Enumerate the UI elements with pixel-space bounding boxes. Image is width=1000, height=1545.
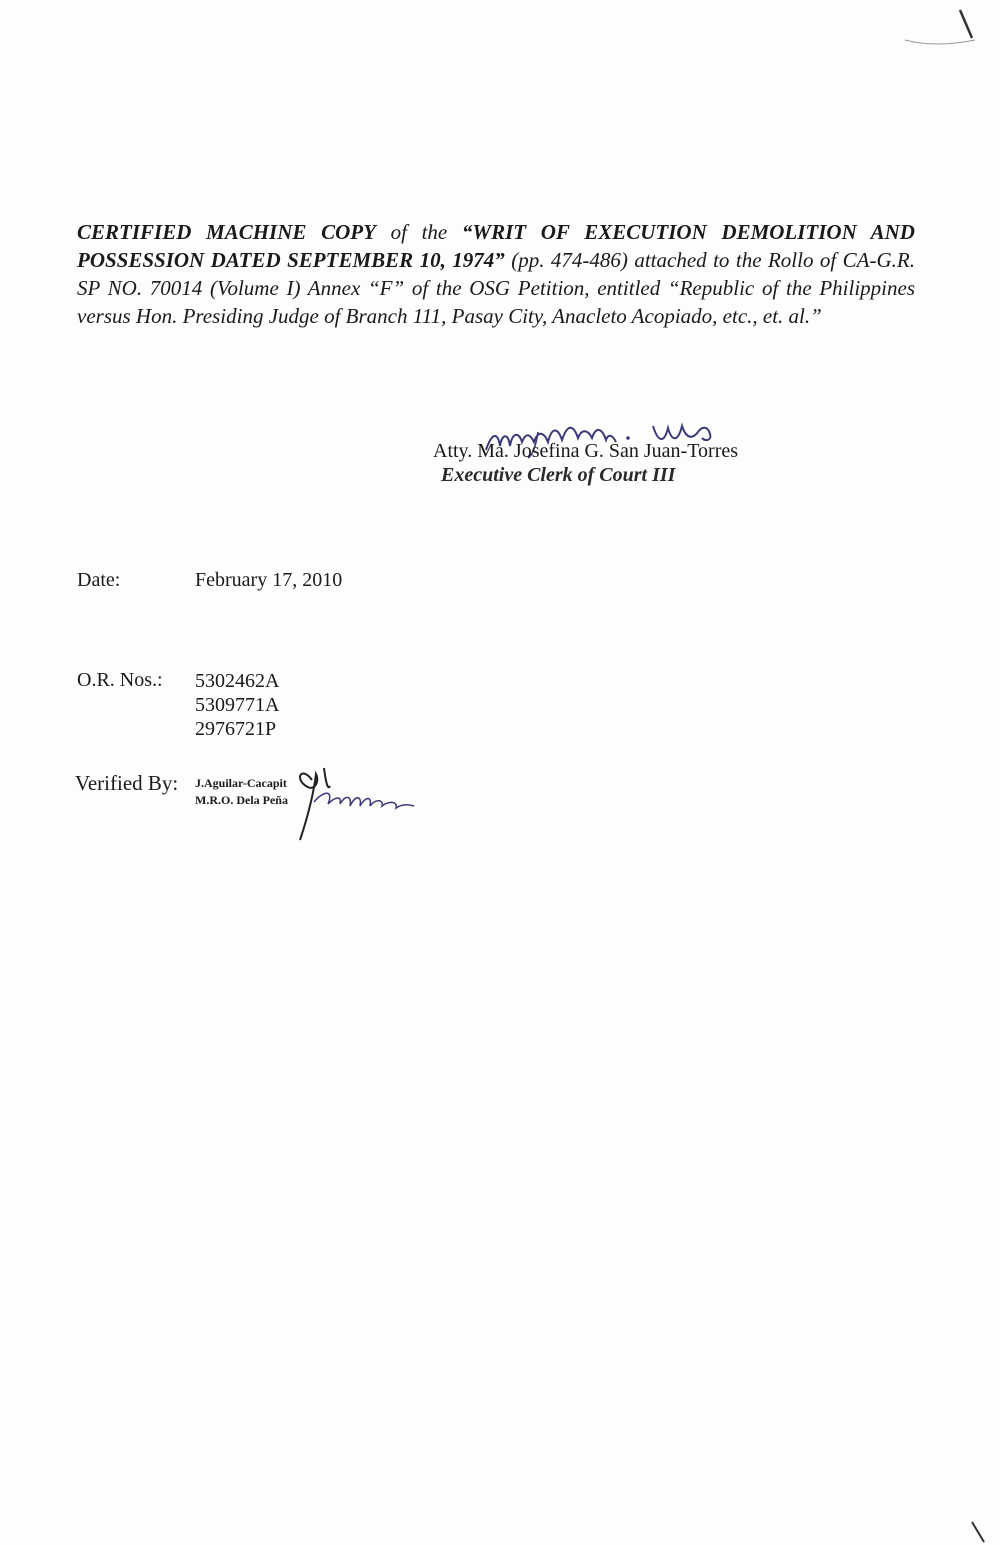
certification-paragraph: [77, 218, 915, 330]
or-number: 2976721P: [195, 718, 277, 740]
scan-artifact-top-right: [890, 0, 1000, 60]
certification-body: (pp. 474-486) attached to the Rollo of CA-G.R. SP NO. 70014 (Volume I) Annex “F” of the OSG Petition, entitled “Republic of the Philippines versus Hon. Presiding Judge of Branch 111, Pasay City, Anacleto Acopiado, etc., et. al.”: [77, 248, 915, 328]
certified-copy-heading: CERTIFIED MACHINE COPY: [77, 220, 376, 244]
or-numbers-label: O.R. Nos.:: [77, 669, 163, 691]
date-label: Date:: [77, 569, 121, 591]
verifier-names: [195, 775, 288, 809]
scan-artifact-bottom-right: [970, 1520, 990, 1545]
signatory-title: Executive Clerk of Court III: [441, 464, 676, 486]
or-number: 5309771A: [195, 694, 280, 716]
verifier-name: J.Aguilar-Cacapit: [195, 776, 287, 790]
date-value: February 17, 2010: [195, 569, 343, 591]
verified-by-label: Verified By:: [75, 771, 179, 795]
signatory-name: Atty. Ma. Josefina G. San Juan-Torres: [433, 440, 739, 462]
or-numbers-list: [195, 669, 279, 741]
verifier-signature-image: [284, 760, 434, 845]
certification-connector: of the: [375, 220, 462, 244]
writ-title: “WRIT OF EXECUTION DEMOLITION AND POSSESSION DATED SEPTEMBER 10, 1974”: [77, 220, 915, 272]
or-number: 5302462A: [195, 670, 280, 692]
verifier-name: M.R.O. Dela Peña: [195, 793, 288, 807]
